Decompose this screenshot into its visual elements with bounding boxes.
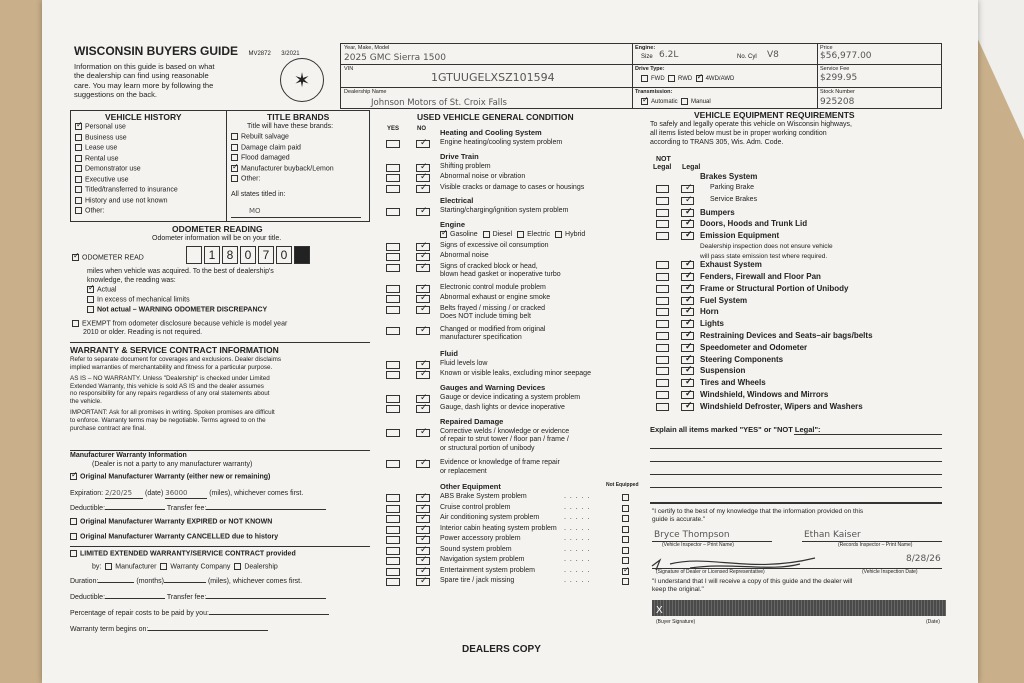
no-checkbox[interactable] (416, 306, 430, 314)
checkbox[interactable] (75, 176, 82, 183)
odometer-option[interactable]: Not actual – WARNING ODOMETER DISCREPANCY (87, 306, 267, 316)
not-legal-checkbox[interactable] (656, 367, 669, 375)
equipment-row: ✓ Exhaust System (654, 260, 954, 272)
legal-checkbox[interactable] (681, 185, 694, 193)
history-item[interactable]: History and use not known (75, 197, 178, 208)
price-value: $56,977.00 (820, 51, 872, 61)
history-list (75, 123, 178, 218)
ymm-label: Year, Make, Model (344, 45, 390, 51)
not-legal-checkbox[interactable] (656, 220, 669, 228)
brands-list (231, 133, 334, 186)
mfr-warranty-sub: (Dealer is not a party to any manufacturer warranty) (92, 461, 253, 468)
odometer-digit (294, 246, 310, 264)
condition-heading: Electrical (440, 196, 474, 205)
condition-row: ✓ Abnormal noise (384, 252, 644, 263)
equipment-row: ✓ Emission Equipment Dealership inspection does not ensure vehicle will pass state emission test where required. (654, 231, 954, 260)
buyers-guide-sheet (42, 0, 978, 683)
equipment-row: ✓ Fenders, Firewall and Floor Pan (654, 272, 954, 284)
checkbox[interactable] (75, 207, 82, 214)
no-checkbox[interactable] (416, 208, 430, 216)
dealer-name: Johnson Motors of St. Croix Falls (371, 98, 507, 108)
yes-checkbox[interactable] (386, 547, 400, 555)
yes-checkbox[interactable] (386, 460, 400, 468)
size-label: Size (641, 54, 653, 60)
yes-checkbox[interactable] (386, 405, 400, 413)
dealer-label: Dealership Name (344, 89, 387, 95)
brands-sub: Title will have these brands: (247, 123, 334, 130)
brand-item[interactable]: Rebuilt salvage (231, 133, 334, 144)
condition-row: ✓ Electronic control module problem (384, 284, 644, 295)
condition-row: ✓ Gauge, dash lights or device inoperative (384, 404, 644, 415)
dealers-copy-label: DEALERS COPY (462, 644, 541, 655)
year-make-model: 2025 GMC Sierra 1500 (344, 53, 446, 63)
odometer-digit: 0 (240, 246, 256, 264)
history-brands-box (70, 110, 370, 222)
deductible2-row: Deductible: Transfer fee: (70, 594, 326, 603)
no-col-label: NO (417, 126, 426, 132)
legal-checkbox[interactable] (681, 356, 694, 364)
not-equipped-checkbox[interactable] (622, 557, 629, 564)
inspection-date: 8/28/26 (906, 554, 941, 564)
legal-label-1: Legal (653, 164, 672, 171)
not-legal-label: NOT (656, 156, 671, 163)
yes-checkbox[interactable] (386, 526, 400, 534)
not-legal-checkbox[interactable] (656, 356, 669, 364)
history-item[interactable]: Business use (75, 134, 178, 145)
odometer-option[interactable]: ✓Actual (87, 286, 267, 296)
recorder-name: Ethan Kaiser (804, 530, 861, 540)
orig-warranty-row: ✓Original Manufacturer Warranty (either new or remaining) (70, 473, 270, 482)
no-checkbox[interactable] (416, 264, 430, 272)
warranty-title: WARRANTY & SERVICE CONTRACT INFORMATION (70, 345, 279, 355)
odometer-options (87, 286, 267, 316)
checkbox[interactable] (75, 186, 82, 193)
inspector-name: Bryce Thompson (654, 530, 730, 540)
checkbox[interactable] (75, 134, 82, 141)
condition-row: ✓ Gauge or device indicating a system problem (384, 394, 644, 405)
fee-value: $299.95 (820, 73, 858, 83)
engine-size: 6.2L (659, 50, 679, 60)
form-title: WISCONSIN BUYERS GUIDE MV2872 3/2021 (74, 44, 300, 58)
condition-row: ✓ Abnormal noise or vibration (384, 173, 644, 184)
brand-item[interactable]: Flood damaged (231, 154, 334, 165)
intro-line: the dealership can find using reasonable (74, 71, 209, 81)
buyer-signature-field[interactable] (652, 600, 946, 616)
price-label: Price (820, 45, 833, 51)
checkbox[interactable] (75, 197, 82, 204)
equipment-row: ✓ Speedometer and Odometer (654, 343, 954, 355)
warranty-p2: AS IS – NO WARRANTY. Unless "Dealership" is checked under Limited Extended Warranty, this vehicle is sold AS IS and the dealer assumes no responsibility for any repairs regardless of any oral statements about the vehicle. (70, 374, 270, 406)
yes-checkbox[interactable] (386, 395, 400, 403)
legal-checkbox[interactable] (681, 367, 694, 375)
condition-row: ✓ Starting/charging/ignition system problem (384, 207, 644, 218)
odometer-digits (186, 246, 312, 264)
yes-checkbox[interactable] (386, 174, 400, 182)
brand-item[interactable]: ✓Manufacturer buyback/Lemon (231, 165, 334, 176)
checkbox[interactable] (75, 165, 82, 172)
yes-checkbox[interactable] (386, 578, 400, 586)
certify-text: "I certify to the best of my knowledge that the information provided on this guide is accurate." (652, 508, 864, 524)
odometer-digit: 1 (204, 246, 220, 264)
checkbox[interactable] (231, 175, 238, 182)
checkbox[interactable] (75, 123, 82, 130)
signature-label: (Signature of Dealer or Licensed Representative) (656, 569, 765, 575)
history-item[interactable]: Rental use (75, 155, 178, 166)
buyer-signature-label: (Buyer Signature) (656, 619, 696, 625)
recorder-label: (Records Inspector – Print Name) (838, 542, 913, 548)
history-item[interactable]: ✓Personal use (75, 123, 178, 134)
not-legal-checkbox[interactable] (656, 209, 669, 217)
checkbox[interactable] (231, 154, 238, 161)
explain-label: Explain all items marked "YES" or "NOT Legal": (650, 425, 821, 434)
yes-checkbox[interactable] (386, 208, 400, 216)
condition-title: USED VEHICLE GENERAL CONDITION (417, 112, 574, 122)
condition-row: ✓ Entertainment system problem . . . . . ✓ (384, 567, 644, 578)
condition-heading: Repaired Damage (440, 416, 504, 426)
equipment-intro: To safely and legally operate this vehicle on Wisconsin highways, all items listed below must be in proper working condition according to TRANS 305, Wis. Adm. Code. (650, 121, 852, 146)
legal-label-2: Legal (682, 164, 701, 171)
yes-checkbox[interactable] (386, 327, 400, 335)
not-equipped-checkbox[interactable] (622, 515, 629, 522)
yes-checkbox[interactable] (386, 253, 400, 261)
equipment-row: ✓ Tires and Wheels (654, 378, 954, 390)
checkbox[interactable] (231, 133, 238, 140)
wisconsin-seal-icon: ✶ (280, 58, 324, 102)
yes-checkbox[interactable] (386, 295, 400, 303)
equipment-title: VEHICLE EQUIPMENT REQUIREMENTS (694, 110, 855, 120)
equipment-list (654, 172, 954, 414)
not-legal-checkbox[interactable] (656, 185, 669, 193)
trans-options: ✓Automatic Manual (641, 98, 711, 107)
not-equipped-checkbox[interactable] (622, 494, 629, 501)
yes-checkbox[interactable] (386, 164, 400, 172)
legal-checkbox[interactable] (681, 308, 694, 316)
legal-checkbox[interactable] (681, 285, 694, 293)
odometer-exempt: EXEMPT from odometer disclosure because vehicle is model year 2010 or older. Reading is not required. (72, 320, 287, 338)
no-checkbox[interactable] (416, 460, 430, 468)
condition-list (384, 126, 644, 588)
intro-line: Information on this guide is based on what (74, 62, 215, 71)
inspector-label: (Vehicle Inspector – Print Name) (662, 542, 734, 548)
yes-checkbox[interactable] (386, 140, 400, 148)
history-item[interactable]: Titled/transferred to insurance (75, 186, 178, 197)
not-legal-checkbox[interactable] (656, 297, 669, 305)
legal-checkbox[interactable] (681, 261, 694, 269)
not-equipped-checkbox[interactable] (622, 526, 629, 533)
equipment-row: ✓ Frame or Structural Portion of Unibody (654, 284, 954, 296)
condition-row: ✓ Abnormal exhaust or engine smoke (384, 294, 644, 305)
understand-text: "I understand that I will receive a copy of this guide and the dealer will keep the original." (652, 578, 853, 594)
condition-row: ✓ Power accessory problem . . . . . (384, 535, 644, 546)
begins-row: Warranty term begins on: (70, 626, 268, 635)
stock-label: Stock Number (820, 89, 855, 95)
condition-heading: Gauges and Warning Devices (440, 382, 546, 392)
no-checkbox[interactable] (416, 405, 430, 413)
not-legal-checkbox[interactable] (656, 379, 669, 387)
intro-line: suggestions on the back. (74, 90, 157, 100)
trans-label: Transmission: (635, 89, 673, 95)
fee-label: Service Fee (820, 66, 850, 72)
not-equipped-checkbox[interactable] (622, 505, 629, 512)
odometer-digit: 8 (222, 246, 238, 264)
equipment-row: ✓ Suspension (654, 366, 954, 378)
condition-row: ✓ Shifting problem (384, 163, 644, 174)
not-equipped-checkbox[interactable] (622, 578, 629, 585)
condition-row: ✓ Evidence or knowledge of frame repair or replacement (384, 459, 644, 480)
not-legal-checkbox[interactable] (656, 261, 669, 269)
equipment-row: ✓ Doors, Hoods and Trunk Lid (654, 219, 954, 231)
yes-checkbox[interactable] (386, 536, 400, 544)
yes-checkbox[interactable] (386, 505, 400, 513)
condition-heading: Heating and Cooling System (440, 128, 542, 137)
expired-row: Original Manufacturer Warranty EXPIRED or NOT KNOWN (70, 518, 272, 527)
condition-row: ✓ Signs of cracked block or head, blown head gasket or inoperative turbo (384, 263, 644, 284)
fuel-type-row: ✓Gasoline Diesel Electric Hybrid (384, 231, 644, 242)
yes-checkbox[interactable] (386, 568, 400, 576)
odometer-text: miles when vehicle was acquired. To the best of dealership's knowledge, the reading was: (87, 268, 274, 284)
engine-label: Engine: (635, 45, 656, 51)
yes-col-label: YES (387, 126, 400, 132)
form-date: 3/2021 (281, 51, 300, 57)
not-legal-checkbox[interactable] (656, 344, 669, 352)
mfr-warranty-title: Manufacturer Warranty Information (70, 452, 187, 459)
checkbox[interactable] (231, 165, 238, 172)
yes-checkbox[interactable] (386, 371, 400, 379)
brand-item[interactable]: Damage claim paid (231, 144, 334, 155)
expiration-row: Expiration: 2/20/25 (date) 36000 (miles), whichever comes first. (70, 489, 304, 497)
condition-row: ✓ Known or visible leaks, excluding minor seepage (384, 370, 644, 381)
not-legal-checkbox[interactable] (656, 285, 669, 293)
odometer-read-row: ✓ODOMETER READ (72, 254, 144, 263)
legal-checkbox[interactable] (681, 344, 694, 352)
not-legal-checkbox[interactable] (656, 232, 669, 240)
equipment-row: ✓ Parking Brake (654, 184, 954, 196)
yes-checkbox[interactable] (386, 264, 400, 272)
inspection-date-label: (Vehicle Inspection Date) (862, 569, 918, 575)
states-label: All states titled in: (231, 191, 286, 198)
condition-row: ✓ Engine heating/cooling system problem (384, 139, 644, 150)
condition-heading: Drive Train (440, 151, 479, 161)
condition-row: ✓ Cruise control problem . . . . . (384, 504, 644, 515)
equipment-row: ✓ Restraining Devices and Seats–air bags/belts (654, 331, 954, 343)
equipment-row: ✓ Lights (654, 319, 954, 331)
equipment-row: ✓ Service Brakes (654, 196, 954, 208)
yes-checkbox[interactable] (386, 429, 400, 437)
history-item[interactable]: Other: (75, 207, 178, 218)
history-item[interactable]: Executive use (75, 176, 178, 187)
not-equipped-checkbox[interactable] (622, 568, 629, 575)
not-legal-checkbox[interactable] (656, 273, 669, 281)
legal-checkbox[interactable] (681, 209, 694, 217)
cylinders: V8 (767, 50, 779, 60)
not-legal-checkbox[interactable] (656, 308, 669, 316)
no-checkbox[interactable] (416, 327, 430, 335)
no-checkbox[interactable] (416, 140, 430, 148)
equipment-row: ✓ Steering Components (654, 355, 954, 367)
drive-options: FWD RWD ✓ 4WD/AWD (641, 75, 734, 84)
checkbox[interactable] (231, 144, 238, 151)
no-checkbox[interactable] (416, 371, 430, 379)
cancelled-row: Original Manufacturer Warranty CANCELLED due to history (70, 533, 278, 542)
condition-row: ✓ Navigation system problem . . . . . (384, 556, 644, 567)
legal-checkbox[interactable] (681, 391, 694, 399)
condition-heading: Other Equipment Not Equipped (440, 482, 639, 491)
provider-row: by: Manufacturer Warranty Company Dealership (92, 563, 278, 571)
yes-checkbox[interactable] (386, 557, 400, 565)
condition-row: ✓ Air conditioning system problem . . . . . (384, 514, 644, 525)
not-legal-checkbox[interactable] (656, 332, 669, 340)
odometer-sub: Odometer information will be on your title. (152, 235, 282, 242)
yes-checkbox[interactable] (386, 243, 400, 251)
intro-line: care. You may learn more by following the (74, 80, 214, 90)
legal-checkbox[interactable] (681, 273, 694, 281)
deductible-row: Deductible: Transfer fee: (70, 505, 326, 514)
yes-checkbox[interactable] (386, 306, 400, 314)
percentage-row: Percentage of repair costs to be paid by you: (70, 610, 329, 619)
condition-heading: Fluid (440, 348, 458, 358)
states-value: MO (249, 207, 261, 215)
condition-row: ✓ Fluid levels low (384, 360, 644, 371)
yes-checkbox[interactable] (386, 494, 400, 502)
condition-row: ✓ Spare tire / jack missing . . . . . (384, 577, 644, 588)
legal-checkbox[interactable] (681, 232, 694, 240)
condition-row: ✓ Corrective welds / knowledge or evidence of repair to strut tower / floor pan / frame / or structural portion of unibody (384, 428, 644, 460)
no-checkbox[interactable] (416, 429, 430, 437)
condition-row: ✓ Interior cabin heating system problem . . . . . (384, 525, 644, 536)
duration-row: Duration: (months) (miles), whichever comes first. (70, 578, 303, 585)
odometer-digit (186, 246, 202, 264)
odometer-title: ODOMETER READING (172, 224, 263, 234)
legal-checkbox[interactable] (681, 297, 694, 305)
condition-heading: Engine (440, 219, 466, 229)
equipment-heading: Brakes System (700, 172, 758, 181)
signature-x-mark: X (656, 605, 663, 616)
not-legal-checkbox[interactable] (656, 391, 669, 399)
equipment-row: ✓ Bumpers (654, 208, 954, 220)
not-legal-checkbox[interactable] (656, 320, 669, 328)
odometer-digit: 0 (276, 246, 292, 264)
equipment-row: ✓ Horn (654, 307, 954, 319)
no-checkbox[interactable] (416, 578, 430, 586)
not-legal-checkbox[interactable] (656, 403, 669, 411)
legal-checkbox[interactable] (681, 320, 694, 328)
equipment-row: ✓ Windshield, Windows and Mirrors (654, 390, 954, 402)
checkbox[interactable] (75, 144, 82, 151)
legal-checkbox[interactable] (681, 332, 694, 340)
not-equipped-checkbox[interactable] (622, 547, 629, 554)
warranty-p1: Refer to separate document for coverages and exclusions. Dealer disclaims implied warranties of merchantability and fitness for a particular purpose. (70, 356, 282, 371)
condition-row: ✓ ABS Brake System problem . . . . . (384, 493, 644, 504)
equipment-row: ✓ Windshield Defroster, Wipers and Washers (654, 402, 954, 414)
condition-row: ✓ Visible cracks or damage to cases or housings (384, 184, 644, 195)
condition-row: ✓ Changed or modified from original manufacturer specification (384, 326, 644, 347)
yes-checkbox[interactable] (386, 185, 400, 193)
history-title: VEHICLE HISTORY (105, 112, 182, 122)
warranty-p3: IMPORTANT: Ask for all promises in writing. Spoken promises are difficult to enforce. Warranty terms may be negotiable. Terms agreed to on the purchase contract are final. (70, 409, 275, 432)
limited-warranty-row: LIMITED EXTENDED WARRANTY/SERVICE CONTRACT provided (70, 550, 296, 559)
vehicle-info-box (340, 43, 942, 109)
history-item[interactable]: Demonstrator use (75, 165, 178, 176)
condition-row: ✓ Signs of excessive oil consumption (384, 242, 644, 253)
cyl-label: No. Cyl (737, 54, 757, 60)
not-legal-checkbox[interactable] (656, 197, 669, 205)
equipment-row: ✓ Fuel System (654, 296, 954, 308)
no-checkbox[interactable] (416, 185, 430, 193)
warranty-paragraphs (70, 356, 281, 436)
intro-text (74, 62, 215, 100)
yes-checkbox[interactable] (386, 361, 400, 369)
odometer-digit: 7 (258, 246, 274, 264)
form-number: MV2872 (248, 51, 271, 57)
vin-label: VIN (344, 66, 354, 72)
yes-checkbox[interactable] (386, 285, 400, 293)
history-item[interactable]: Lease use (75, 144, 178, 155)
brands-title: TITLE BRANDS (267, 112, 330, 122)
drive-label: Drive Type: (635, 66, 665, 72)
odometer-option[interactable]: In excess of mechanical limits (87, 296, 267, 306)
yes-checkbox[interactable] (386, 515, 400, 523)
brand-item[interactable]: Other: (231, 175, 334, 186)
legal-checkbox[interactable] (681, 220, 694, 228)
stock-number: 925208 (820, 97, 855, 107)
checkbox[interactable] (75, 155, 82, 162)
not-equipped-checkbox[interactable] (622, 536, 629, 543)
vin-value: 1GTUUGELXSZ101594 (431, 71, 555, 84)
legal-checkbox[interactable] (681, 197, 694, 205)
condition-row: ✓ Belts frayed / missing / or cracked Does NOT include timing belt (384, 305, 644, 326)
buyer-date-label: (Date) (926, 619, 940, 625)
legal-checkbox[interactable] (681, 403, 694, 411)
legal-checkbox[interactable] (681, 379, 694, 387)
condition-row: ✓ Sound system problem . . . . . (384, 546, 644, 557)
